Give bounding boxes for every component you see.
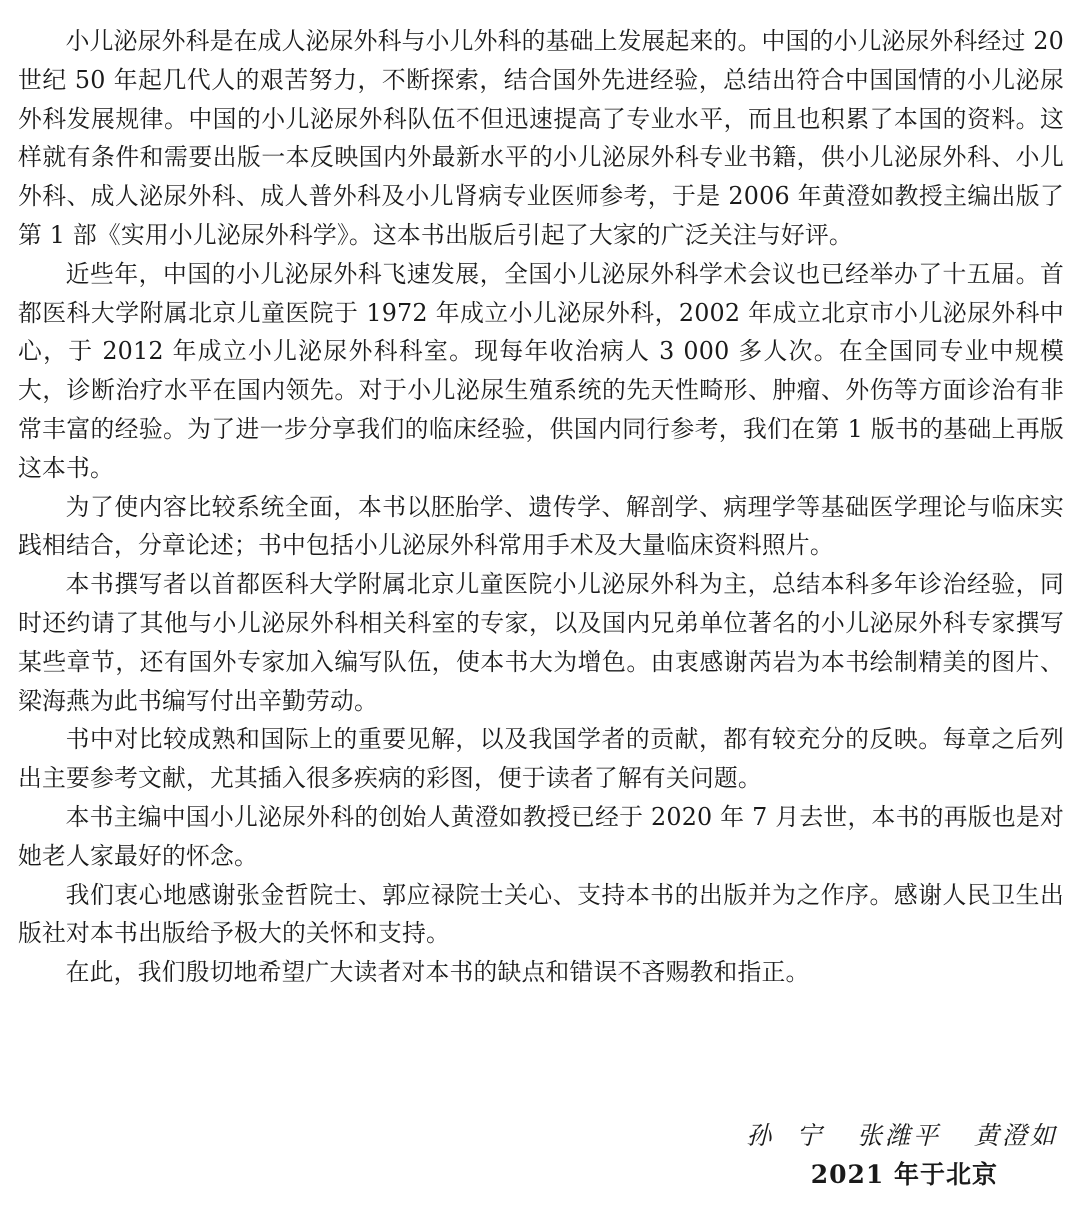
paragraph-closing: 在此，我们殷切地希望广大读者对本书的缺点和错误不吝赐教和指正。 bbox=[65, 958, 810, 987]
paragraph-content: 为了使内容比较系统全面，本书以胚胎学、遗传学、解剖学、病理学等基础医学理论与临床实践相结合，分章论述；书中包括小儿泌尿外科常用手术及大量临床资料照片。 bbox=[18, 492, 1064, 560]
paragraph-history: 小儿泌尿外科是在成人泌尿外科与小儿外科的基础上发展起来的。中国的小儿泌尿外科经过 20 世纪 50 年起几代人的艰苦努力，不断探索，结合国外先进经验，总结出符合中国国情的小儿泌尿外科发展规律。中国的小儿泌尿外科队伍不但迅速提高了专业水平，而且也积累了本国的资料。这样就有条件和需要出版一本反映国内外最新水平的小儿泌尿外科专业书籍，供小儿泌尿外科、小儿外科、成人泌尿外科、成人普外科及小儿肾病专业医师参考，于是 2006 年黄澄如教授主编出版了第 1 部《实用小儿泌尿外科学》。这本书出版后引起了大家的广泛关注与好评。 bbox=[18, 27, 1064, 249]
preface-body bbox=[18, 22, 1064, 992]
paragraph-development: 近些年，中国的小儿泌尿外科飞速发展，全国小儿泌尿外科学术会议也已经举办了十五届。首都医科大学附属北京儿童医院于 1972 年成立小儿泌尿外科，2002 年成立北京市小儿泌尿外科中心，于 2012 年成立小儿泌尿外科科室。现每年收治病人 3 000 多人次。在全国同专业中规模大，诊断治疗水平在国内领先。对于小儿泌尿生殖系统的先天性畸形、肿瘤、外伤等方面诊治有非常丰富的经验。为了进一步分享我们的临床经验，供国内同行参考，我们在第 1 版书的基础上再版这本书。 bbox=[18, 259, 1064, 482]
paragraph-memorial: 本书主编中国小儿泌尿外科的创始人黄澄如教授已经于 2020 年 7 月去世，本书的再版也是对她老人家最好的怀念。 bbox=[18, 802, 1064, 870]
signature-block bbox=[746, 1118, 1058, 1194]
paragraph-authors: 本书撰写者以首都医科大学附属北京儿童医院小儿泌尿外科为主，总结本科多年诊治经验，同时还约请了其他与小儿泌尿外科相关科室的专家，以及国内兄弟单位著名的小儿泌尿外科专家撰写某些章节，还有国外专家加入编写队伍，使本书大为增色。由衷感谢芮岩为本书绘制精美的图片、梁海燕为此书编写付出辛勤劳动。 bbox=[18, 570, 1064, 715]
paragraph-thanks: 我们衷心地感谢张金哲院士、郭应禄院士关心、支持本书的出版并为之作序。感谢人民卫生出版社对本书出版给予极大的关怀和支持。 bbox=[18, 880, 1064, 948]
paragraph-references: 书中对比较成熟和国际上的重要见解，以及我国学者的贡献，都有较充分的反映。每章之后列出主要参考文献，尤其插入很多疾病的彩图，便于读者了解有关问题。 bbox=[18, 725, 1064, 793]
date-place: 2021 年于北京 bbox=[810, 1160, 998, 1189]
author-names: 孙 宁 张潍平 黄澄如 bbox=[746, 1121, 1058, 1150]
